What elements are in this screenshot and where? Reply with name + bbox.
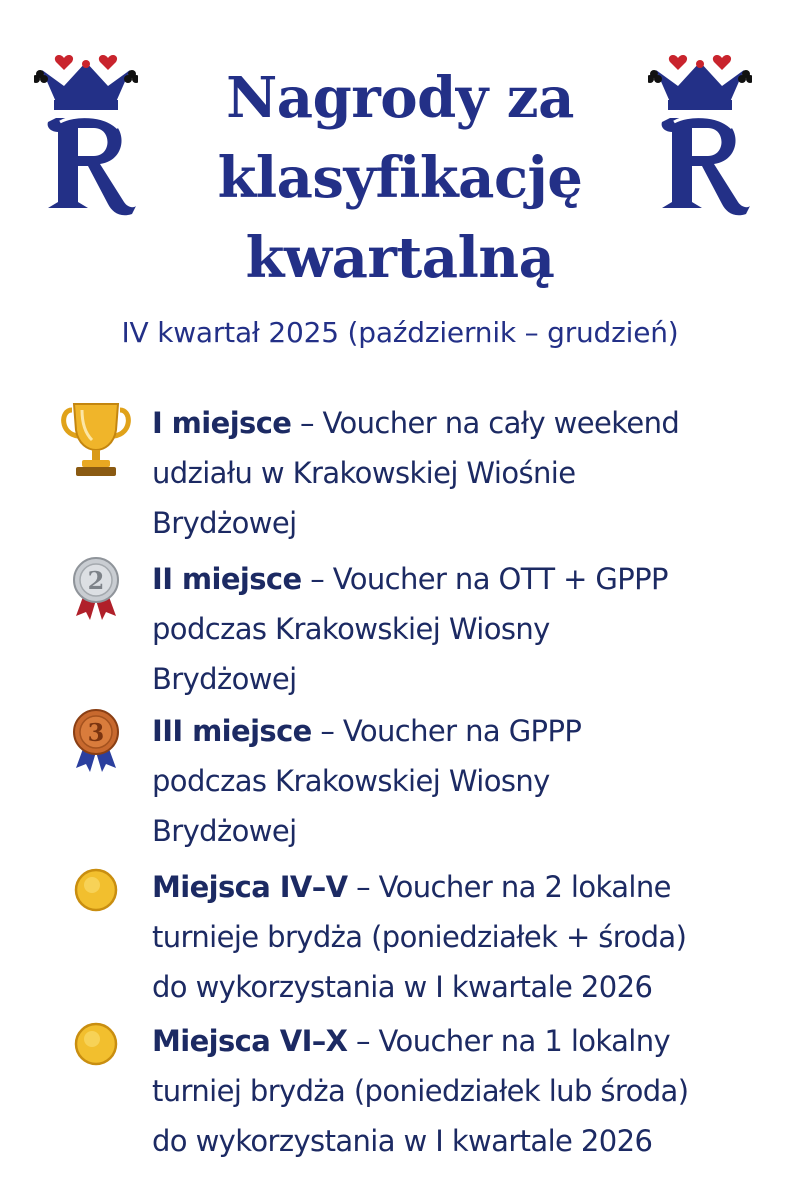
prize-line-1: – Voucher na OTT + GPPP	[301, 562, 668, 596]
prize-place: III miejsce	[152, 714, 312, 748]
prize-line-1: – Voucher na 1 lokalny	[347, 1024, 671, 1058]
page-title	[150, 58, 650, 298]
prize-line-2: podczas Krakowskiej Wiosny	[152, 612, 550, 646]
gold-coin-icon	[58, 1016, 134, 1096]
prize-description	[152, 706, 792, 856]
prize-line-3: Brydżowej	[152, 814, 297, 848]
title-line-1: Nagrody za	[226, 65, 574, 131]
medal-number: 3	[87, 718, 105, 747]
prize-line-1: – Voucher na GPPP	[311, 714, 582, 748]
silver-medal-icon	[58, 554, 134, 634]
prize-place: II miejsce	[152, 562, 302, 596]
prize-line-1: – Voucher na cały weekend	[291, 406, 680, 440]
subtitle: IV kwartał 2025 (październik – grudzień)	[121, 316, 679, 349]
prize-place: Miejsca IV–V	[152, 870, 348, 904]
crowned-r-logo-icon	[34, 48, 138, 216]
prize-description	[152, 1016, 792, 1166]
prize-line-3: Brydżowej	[152, 662, 297, 696]
prize-line-3: do wykorzystania w I kwartale 2026	[152, 970, 653, 1004]
header	[0, 0, 800, 310]
medal-number: 2	[87, 566, 105, 595]
bronze-medal-icon	[58, 706, 134, 786]
prize-description	[152, 862, 792, 1012]
prize-place: I miejsce	[152, 406, 292, 440]
crowned-r-logo-icon	[648, 48, 752, 216]
prize-description	[152, 398, 792, 548]
prize-line-2: podczas Krakowskiej Wiosny	[152, 764, 550, 798]
prize-description	[152, 554, 792, 704]
crowned-r-logo-icon	[34, 48, 138, 216]
crowned-r-logo-icon	[648, 48, 752, 216]
prize-line-3: do wykorzystania w I kwartale 2026	[152, 1124, 653, 1158]
prize-line-1: – Voucher na 2 lokalne	[347, 870, 671, 904]
prize-place: Miejsca VI–X	[152, 1024, 348, 1058]
title-line-2: klasyfikację	[217, 145, 583, 211]
title-line-3: kwartalną	[245, 225, 555, 291]
trophy-icon	[58, 400, 134, 480]
gold-coin-icon	[58, 862, 134, 942]
prize-line-3: Brydżowej	[152, 506, 297, 540]
prize-line-2: turniej brydża (poniedziałek lub środa)	[152, 1074, 689, 1108]
prize-line-2: udziału w Krakowskiej Wiośnie	[152, 456, 576, 490]
prize-line-2: turnieje brydża (poniedziałek + środa)	[152, 920, 687, 954]
